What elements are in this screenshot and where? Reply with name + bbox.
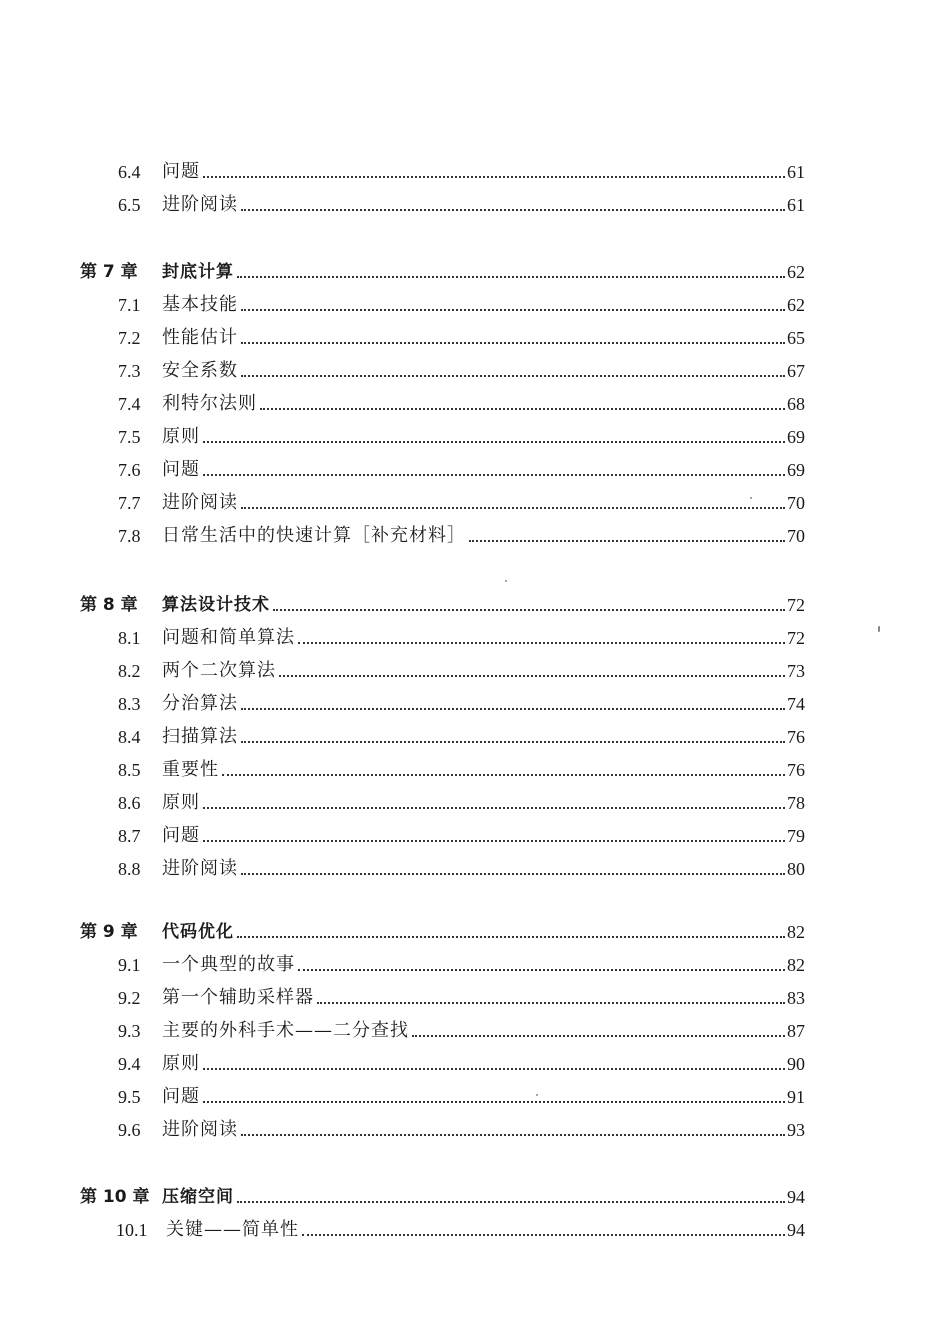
section-title: 问题	[162, 825, 200, 846]
scan-speck	[505, 580, 507, 582]
section-title: 分治算法	[162, 693, 238, 714]
toc-section-entry	[118, 420, 805, 448]
section-title: 原则	[162, 792, 200, 813]
section-number: 8.2	[118, 661, 141, 681]
page-number: 62	[787, 295, 805, 315]
scan-speck	[750, 497, 752, 499]
toc-section-entry	[118, 1080, 805, 1108]
section-title: 原则	[162, 1053, 200, 1074]
dot-leader	[241, 209, 785, 211]
toc-section-entry	[116, 1213, 805, 1241]
toc-section-entry	[118, 819, 805, 847]
section-number: 7.3	[118, 361, 141, 381]
dot-leader	[241, 708, 785, 710]
dot-leader	[241, 507, 785, 509]
section-title: 日常生活中的快速计算［补充材料］	[162, 525, 466, 546]
section-number: 9.5	[118, 1087, 141, 1107]
section-title: 主要的外科手术——二分查找	[162, 1020, 409, 1041]
dot-leader	[298, 642, 785, 644]
section-title: 进阶阅读	[162, 1119, 238, 1140]
page-number: 62	[787, 262, 805, 282]
scan-speck	[536, 1094, 538, 1096]
dot-leader	[298, 969, 785, 971]
dot-leader	[237, 1201, 785, 1203]
section-number: 7.5	[118, 427, 141, 447]
dot-leader	[222, 774, 785, 776]
toc-section-entry	[118, 387, 805, 415]
section-title: 原则	[162, 426, 200, 447]
dot-leader	[302, 1234, 785, 1236]
page-number: 74	[787, 694, 805, 714]
dot-leader	[203, 441, 785, 443]
section-number: 9.2	[118, 988, 141, 1008]
chapter-title: 压缩空间	[162, 1187, 234, 1207]
toc-chapter-entry	[80, 1180, 805, 1208]
section-title: 扫描算法	[162, 726, 238, 747]
section-number: 8.5	[118, 760, 141, 780]
toc-section-entry	[118, 1047, 805, 1075]
page-number: 94	[787, 1187, 805, 1207]
section-number: 8.7	[118, 826, 141, 846]
section-number: 6.4	[118, 162, 141, 182]
dot-leader	[279, 675, 785, 677]
toc-chapter-entry	[80, 588, 805, 616]
page-number: 65	[787, 328, 805, 348]
page-number: 93	[787, 1120, 805, 1140]
section-title: 利特尔法则	[162, 393, 257, 414]
chapter-title: 算法设计技术	[162, 595, 270, 615]
page-number: 94	[787, 1220, 805, 1240]
section-number: 9.6	[118, 1120, 141, 1140]
section-number: 7.4	[118, 394, 141, 414]
toc-section-entry	[118, 948, 805, 976]
section-title: 问题	[162, 459, 200, 480]
page-number: 70	[787, 493, 805, 513]
section-number: 7.1	[118, 295, 141, 315]
section-title: 问题	[162, 161, 200, 182]
toc-section-entry	[118, 453, 805, 481]
section-title: 两个二次算法	[162, 660, 276, 681]
section-title: 安全系数	[162, 360, 238, 381]
section-title: 性能估计	[162, 327, 238, 348]
dot-leader	[241, 873, 785, 875]
page-number: 76	[787, 760, 805, 780]
dot-leader	[203, 807, 785, 809]
page-number: 61	[787, 195, 805, 215]
section-title: 一个典型的故事	[162, 954, 295, 975]
toc-section-entry	[118, 687, 805, 715]
toc-section-entry	[118, 720, 805, 748]
page-number: 82	[787, 955, 805, 975]
page-number: 69	[787, 460, 805, 480]
page-number: 87	[787, 1021, 805, 1041]
page-number: 70	[787, 526, 805, 546]
section-title: 进阶阅读	[162, 858, 238, 879]
dot-leader	[241, 375, 785, 377]
section-number: 8.6	[118, 793, 141, 813]
dot-leader	[203, 1101, 785, 1103]
section-number: 7.6	[118, 460, 141, 480]
section-number: 7.8	[118, 526, 141, 546]
toc-section-entry	[118, 981, 805, 1009]
toc-section-entry	[118, 321, 805, 349]
section-title: 进阶阅读	[162, 492, 238, 513]
section-number: 7.7	[118, 493, 141, 513]
page-number: 69	[787, 427, 805, 447]
page-number: 79	[787, 826, 805, 846]
section-title: 进阶阅读	[162, 194, 238, 215]
dot-leader	[273, 609, 785, 611]
page-number: 67	[787, 361, 805, 381]
page-number: 68	[787, 394, 805, 414]
section-number: 9.4	[118, 1054, 141, 1074]
section-title: 问题和简单算法	[162, 627, 295, 648]
section-title: 重要性	[162, 759, 219, 780]
dot-leader	[412, 1035, 785, 1037]
toc-section-entry	[118, 786, 805, 814]
section-title: 第一个辅助采样器	[162, 987, 314, 1008]
toc-chapter-entry	[80, 915, 805, 943]
scan-speck	[878, 626, 880, 632]
toc-section-entry	[118, 654, 805, 682]
chapter-number: 第 10 章	[80, 1187, 150, 1207]
section-number: 9.1	[118, 955, 141, 975]
page-number: 83	[787, 988, 805, 1008]
dot-leader	[203, 1068, 785, 1070]
page-number: 72	[787, 595, 805, 615]
toc-section-entry	[118, 486, 805, 514]
dot-leader	[260, 408, 785, 410]
section-number: 6.5	[118, 195, 141, 215]
toc-section-entry	[118, 621, 805, 649]
dot-leader	[203, 840, 785, 842]
toc-section-entry	[118, 354, 805, 382]
dot-leader	[203, 474, 785, 476]
section-number: 8.3	[118, 694, 141, 714]
dot-leader	[241, 342, 785, 344]
page-number: 61	[787, 162, 805, 182]
page-number: 78	[787, 793, 805, 813]
dot-leader	[241, 1134, 785, 1136]
toc-section-entry	[118, 1113, 805, 1141]
toc-section-entry	[118, 852, 805, 880]
chapter-number: 第 9 章	[80, 922, 138, 942]
chapter-title: 封底计算	[162, 262, 234, 282]
section-number: 9.3	[118, 1021, 141, 1041]
toc-section-entry	[118, 155, 805, 183]
toc-section-entry	[118, 753, 805, 781]
page-number: 73	[787, 661, 805, 681]
chapter-number: 第 8 章	[80, 595, 138, 615]
section-number: 8.8	[118, 859, 141, 879]
section-number: 7.2	[118, 328, 141, 348]
section-number: 8.1	[118, 628, 141, 648]
dot-leader	[237, 276, 785, 278]
dot-leader	[241, 309, 785, 311]
section-title: 关键——简单性	[166, 1219, 299, 1240]
toc-section-entry	[118, 188, 805, 216]
page-number: 82	[787, 922, 805, 942]
page-number: 76	[787, 727, 805, 747]
section-number: 8.4	[118, 727, 141, 747]
section-number: 10.1	[116, 1220, 148, 1240]
chapter-title: 代码优化	[162, 922, 234, 942]
dot-leader	[241, 741, 785, 743]
section-title: 问题	[162, 1086, 200, 1107]
page-number: 80	[787, 859, 805, 879]
toc-chapter-entry	[80, 255, 805, 283]
toc-section-entry	[118, 288, 805, 316]
toc-section-entry	[118, 519, 805, 547]
dot-leader	[203, 176, 785, 178]
chapter-number: 第 7 章	[80, 262, 138, 282]
dot-leader	[237, 936, 785, 938]
dot-leader	[317, 1002, 785, 1004]
page-number: 72	[787, 628, 805, 648]
section-title: 基本技能	[162, 294, 238, 315]
page-number: 91	[787, 1087, 805, 1107]
toc-section-entry	[118, 1014, 805, 1042]
page-number: 90	[787, 1054, 805, 1074]
dot-leader	[469, 540, 785, 542]
